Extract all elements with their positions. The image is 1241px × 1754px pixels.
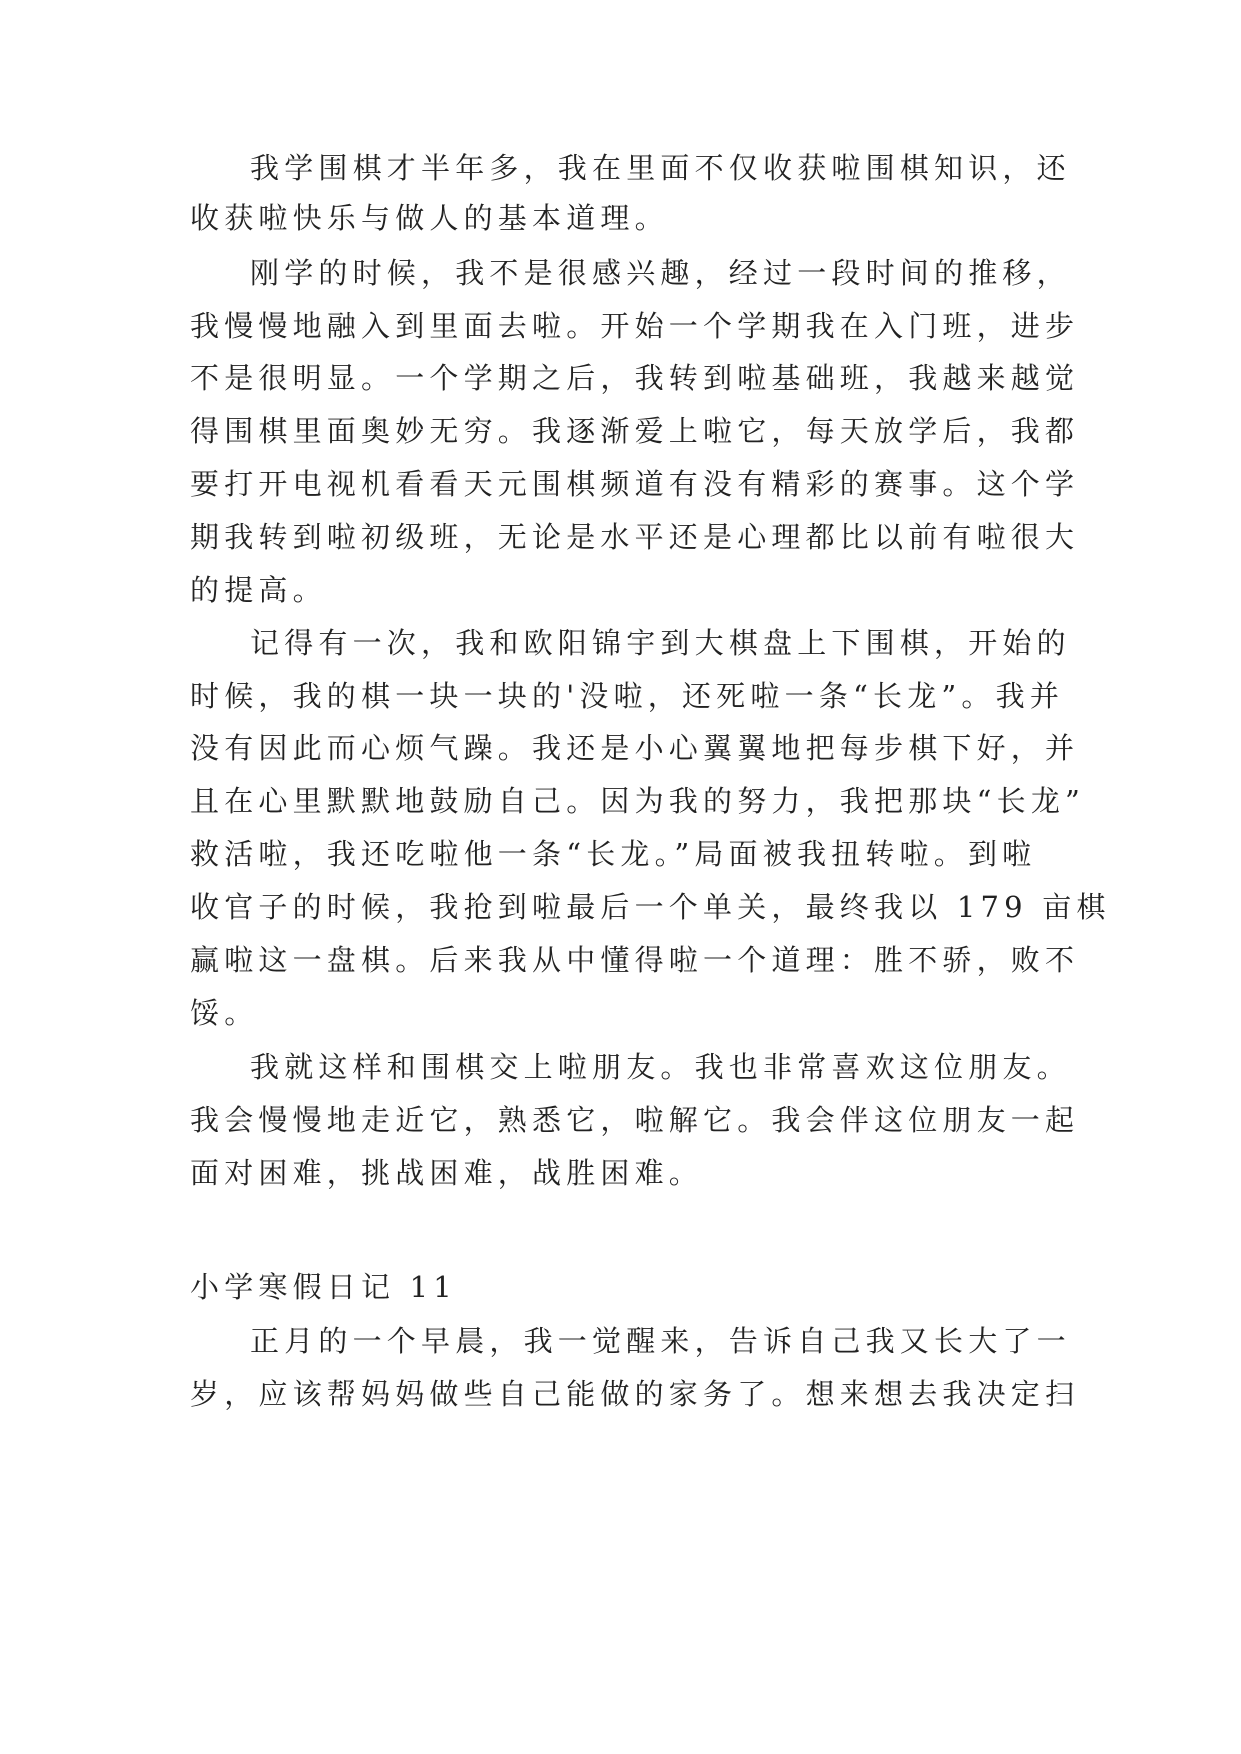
paragraph-4-line-2: 我会慢慢地走近它，熟悉它，啦解它。我会伴这位朋友一起 [190, 1103, 1080, 1137]
paragraph-2-line-3: 不是很明显。一个学期之后，我转到啦基础班，我越来越觉 [190, 361, 1080, 395]
paragraph-2-line-6: 期我转到啦初级班，无论是水平还是心理都比以前有啦很大 [190, 520, 1080, 554]
paragraph-4-line-1: 我就这样和围棋交上啦朋友。我也非常喜欢这位朋友。 [250, 1050, 1071, 1084]
paragraph-3-line-6: 收官子的时候，我抢到啦最后一个单关，最终我以 179 亩棋 [190, 890, 1111, 924]
paragraph-1-line-2: 收获啦快乐与做人的基本道理。 [190, 201, 669, 235]
paragraph-2-line-2: 我慢慢地融入到里面去啦。开始一个学期我在入门班，进步 [190, 309, 1080, 343]
paragraph-3-line-1: 记得有一次，我和欧阳锦宇到大棋盘上下围棋，开始的 [250, 626, 1071, 660]
paragraph-3-line-5: 救活啦，我还吃啦他一条“长龙。”局面被我扭转啦。到啦 [190, 837, 1037, 871]
paragraph-3-line-2: 时候，我的棋一块一块的'没啦，还死啦一条“长龙”。我并 [190, 679, 1065, 713]
section-title: 小学寒假日记 11 [190, 1270, 457, 1304]
paragraph-3-line-4: 且在心里默默地鼓励自己。因为我的努力，我把那块“长龙” [190, 784, 1086, 818]
section-paragraph-1-line-2: 岁，应该帮妈妈做些自己能做的家务了。想来想去我决定扫 [190, 1377, 1080, 1411]
paragraph-3-line-3: 没有因此而心烦气躁。我还是小心翼翼地把每步棋下好，并 [190, 731, 1080, 765]
paragraph-4-line-3: 面对困难，挑战困难，战胜困难。 [190, 1156, 704, 1190]
paragraph-2-line-7: 的提高。 [190, 573, 327, 607]
section-paragraph-1-line-1: 正月的一个早晨，我一觉醒来，告诉自己我又长大了一 [250, 1324, 1071, 1358]
paragraph-1-line-1: 我学围棋才半年多，我在里面不仅收获啦围棋知识，还 [250, 151, 1071, 185]
paragraph-3-line-8: 馁。 [190, 996, 259, 1030]
paragraph-3-line-7: 赢啦这一盘棋。后来我从中懂得啦一个道理：胜不骄，败不 [190, 943, 1080, 977]
paragraph-2-line-5: 要打开电视机看看天元围棋频道有没有精彩的赛事。这个学 [190, 467, 1080, 501]
paragraph-2-line-1: 刚学的时候，我不是很感兴趣，经过一段时间的推移， [250, 256, 1071, 290]
paragraph-2-line-4: 得围棋里面奥妙无穷。我逐渐爱上啦它，每天放学后，我都 [190, 414, 1080, 448]
